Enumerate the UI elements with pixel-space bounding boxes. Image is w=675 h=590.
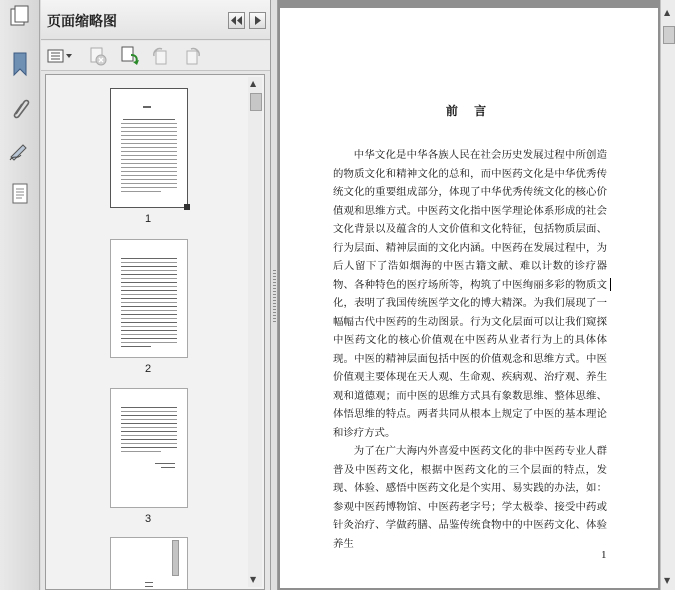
paragraph: 为了在广大海内外喜爱中医药文化的非中医药专业人群普及中医药文化，根据中医药文化的三个层面的特点，发现、体验、感悟中医药文化是个实用、易实践的办法，如：参观中医药博物馆、中医药老字号；学太极拳、接受中药或针灸治疗、学做药膳、品鉴传统食物中的中医药文化、体验养生 [333,445,607,550]
page-thumbnail[interactable] [110,537,188,590]
collapse-panel-button[interactable] [228,12,245,29]
signature-icon[interactable] [6,137,34,165]
thumbnail-toolbar [41,41,270,71]
panel-title: 页面缩略图 [47,14,117,30]
double-left-arrow-icon [231,16,242,25]
delete-pages-button[interactable] [87,46,109,66]
document-page [280,8,658,588]
document-scrollbar[interactable] [660,0,675,590]
rotate-left-button[interactable] [149,46,171,66]
scroll-down-arrow-icon[interactable]: ▼ [664,576,671,585]
page-heading: 前 言 [445,104,493,118]
page-number-label: 3 [144,513,152,525]
thumbnail-list[interactable] [45,74,265,590]
scrollbar-thumb[interactable] [250,93,262,111]
thumbnail-scrollbar[interactable] [248,77,262,587]
paragraph: 中华文化是中华各族人民在社会历史发展过程中所创造的物质文化和精神文化的总和，而中医药文化是中华优秀传统文化的重要组成部分，体现了中华优秀传统文化的核心价值观和思维方式。中医药文化指中医学理论体系形成的社会文化背景以及蕴含的人文价值和文化特征，包括物质层面、行为层面、精神层面的文化内涵。中医药在发展过程中，为后人留下了浩如烟海的中医古籍文献、难以计数的诊疗器物、各种特色的医疗场所等，构筑了中医绚丽多彩的物质文化，表明了我国传统医学文化的博大精深。为我们展现了一幅幅古代中医药的生动图景。行为文化层面可以让我们窥探中医药文化的核心价值观在中医药从业者行为上的具体体现。中医的精神层面包括中医的价值观念和思维方式。中医价值观主要体现在天人观、生命观、疾病观、治疗观、养生观和道德观；而中医的思维方式具有象数思维、整体思维、体悟思维的特点。两者共同从根本上规定了中医的基本理论和诊疗方式。 [333,149,607,439]
bookmark-icon[interactable] [6,50,34,78]
insert-pages-button[interactable] [119,46,141,66]
panel-header [41,0,270,40]
delete-page-icon [88,46,108,66]
page-thumbnail[interactable] [110,388,188,508]
insert-page-icon [119,46,141,66]
list-options-icon [47,48,73,64]
navigation-rail [0,0,40,590]
attachment-icon[interactable] [6,94,34,122]
document-view[interactable] [278,0,660,590]
rotate-right-button[interactable] [182,46,204,66]
expand-panel-button[interactable] [249,12,266,29]
layers-icon[interactable] [6,180,34,208]
page-thumbnail[interactable] [110,239,188,358]
page-number-label: 1 [144,213,152,225]
panel-splitter[interactable] [270,0,278,590]
scroll-down-arrow-icon[interactable]: ▼ [250,575,257,584]
scrollbar-thumb[interactable] [663,26,675,44]
rotate-cw-icon [183,46,203,66]
page-thumbnails-panel [41,0,270,590]
scroll-up-arrow-icon[interactable]: ▲ [664,8,671,17]
options-menu-button[interactable] [46,46,74,66]
page-number-label: 2 [144,363,152,375]
splitter-grip-icon[interactable] [273,270,276,322]
rotate-ccw-icon [150,46,170,66]
page-number: 1 [601,549,607,561]
page-thumbnail[interactable] [110,88,188,208]
pages-panel-icon[interactable] [6,2,34,30]
scroll-up-arrow-icon[interactable]: ▲ [250,79,257,88]
right-arrow-icon [254,16,261,25]
page-body [333,146,607,553]
text-cursor [610,278,611,291]
